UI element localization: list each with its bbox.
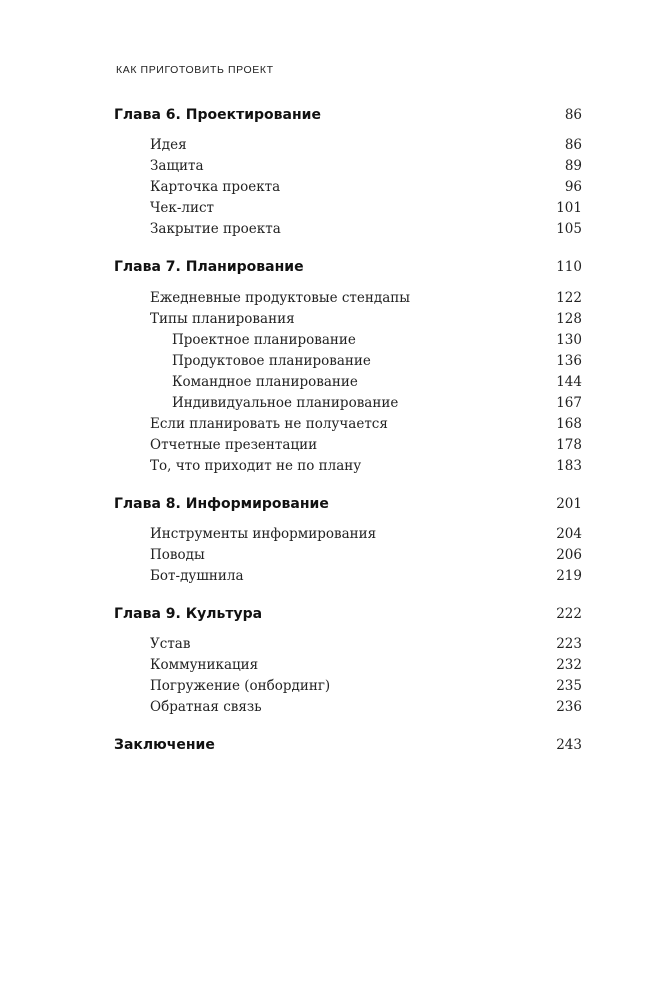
toc-entry[interactable] <box>150 311 582 327</box>
page-number: 144 <box>556 374 582 390</box>
page-number: 219 <box>556 568 582 584</box>
entry-title: Проектное планирование <box>172 332 356 348</box>
page-number: 136 <box>556 353 582 369</box>
chapter-title: Заключение <box>114 737 215 753</box>
chapter-title: Глава 6. Проектирование <box>114 107 321 123</box>
chapter-title: Глава 9. Культура <box>114 606 263 622</box>
entry-title: Продуктовое планирование <box>172 353 371 369</box>
toc-entry[interactable] <box>150 547 582 563</box>
chapter-title: Глава 7. Планирование <box>114 259 304 275</box>
toc-conclusion[interactable] <box>114 737 582 753</box>
page-number: 128 <box>556 311 582 327</box>
toc-subentry[interactable] <box>172 353 582 369</box>
page-number: 204 <box>556 526 582 542</box>
page-number: 222 <box>556 606 582 622</box>
page-number: 105 <box>556 221 582 237</box>
toc-entry[interactable] <box>150 137 582 153</box>
entry-title: То, что приходит не по плану <box>150 458 362 474</box>
toc-entry[interactable] <box>150 290 582 306</box>
toc-entry[interactable] <box>150 179 582 195</box>
entry-title: Бот-душнила <box>150 568 244 584</box>
toc-subentry[interactable] <box>172 395 582 411</box>
toc-chapter-7[interactable] <box>114 259 582 275</box>
entry-title: Если планировать не получается <box>150 416 388 432</box>
entry-title: Поводы <box>150 547 205 563</box>
entry-title: Карточка проекта <box>150 179 281 195</box>
page-number: 223 <box>556 636 582 652</box>
entry-title: Идея <box>150 137 187 153</box>
entry-title: Типы планирования <box>150 311 295 327</box>
toc-entry[interactable] <box>150 200 582 216</box>
page-number: 243 <box>556 737 582 753</box>
toc-entry[interactable] <box>150 458 582 474</box>
toc-entry[interactable] <box>150 636 582 652</box>
page-number: 101 <box>556 200 582 216</box>
page-number: 183 <box>556 458 582 474</box>
toc-entry[interactable] <box>150 437 582 453</box>
entry-title: Обратная связь <box>150 699 262 715</box>
toc-entry[interactable] <box>150 699 582 715</box>
entry-title: Отчетные презентации <box>150 437 318 453</box>
page-number: 168 <box>556 416 582 432</box>
toc-chapter-9[interactable] <box>114 606 582 622</box>
entry-title: Индивидуальное планирование <box>172 395 399 411</box>
toc-entry[interactable] <box>150 416 582 432</box>
toc-entry[interactable] <box>150 678 582 694</box>
toc-entry[interactable] <box>150 526 582 542</box>
page-number: 236 <box>556 699 582 715</box>
entry-title: Чек-лист <box>150 200 215 216</box>
toc-subentry[interactable] <box>172 332 582 348</box>
entry-title: Командное планирование <box>172 374 358 390</box>
toc-entry[interactable] <box>150 568 582 584</box>
page-number: 232 <box>556 657 582 673</box>
toc-chapter-8[interactable] <box>114 496 582 512</box>
toc-chapter-6[interactable] <box>114 107 582 123</box>
entry-title: Коммуникация <box>150 657 259 673</box>
entry-title: Ежедневные продуктовые стендапы <box>150 290 410 306</box>
entry-title: Защита <box>150 158 204 174</box>
toc-subentry[interactable] <box>172 374 582 390</box>
page-number: 167 <box>556 395 582 411</box>
page-number: 235 <box>556 678 582 694</box>
toc-entry[interactable] <box>150 221 582 237</box>
toc-entry[interactable] <box>150 657 582 673</box>
page-number: 86 <box>564 137 582 153</box>
page-number: 201 <box>556 496 582 512</box>
entry-title: Закрытие проекта <box>150 221 281 237</box>
page-number: 178 <box>556 437 582 453</box>
entry-title: Инструменты информирования <box>150 526 377 542</box>
page-number: 110 <box>556 259 582 275</box>
page-number: 86 <box>564 107 582 123</box>
toc-entry[interactable] <box>150 158 582 174</box>
page-number: 130 <box>556 332 582 348</box>
page-number: 89 <box>564 158 582 174</box>
entry-title: Погружение (онбординг) <box>150 678 331 694</box>
chapter-title: Глава 8. Информирование <box>114 496 329 512</box>
entry-title: Устав <box>150 636 191 652</box>
page-number: 206 <box>556 547 582 563</box>
page-number: 122 <box>556 290 582 306</box>
page-number: 96 <box>564 179 582 195</box>
running-head: КАК ПРИГОТОВИТЬ ПРОЕКТ <box>116 64 274 76</box>
